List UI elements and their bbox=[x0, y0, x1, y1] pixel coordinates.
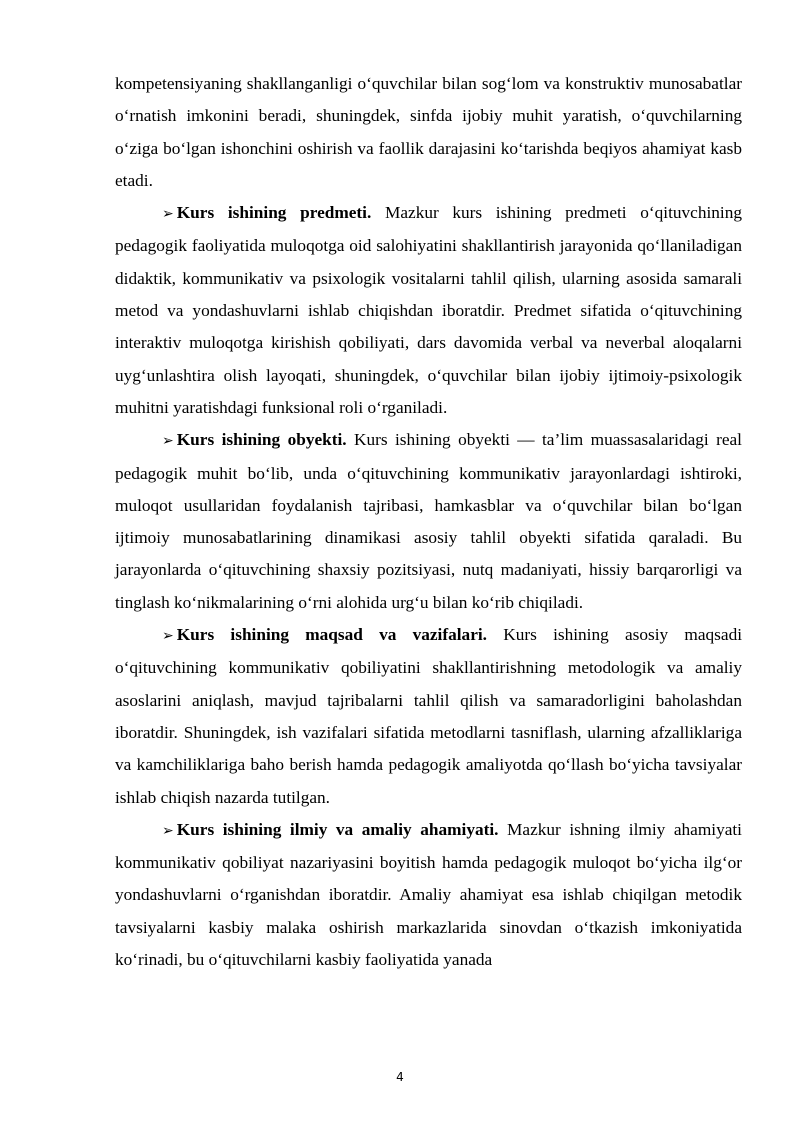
section-heading-significance: Kurs ishining ilmiy va amaliy ahamiyati. bbox=[176, 819, 499, 839]
arrowhead-bullet-icon: ➢ bbox=[162, 206, 174, 223]
section-heading-object: Kurs ishining obyekti. bbox=[176, 430, 347, 450]
arrowhead-bullet-icon: ➢ bbox=[162, 628, 174, 645]
page-number: 4 bbox=[396, 1070, 404, 1084]
section-text-goals: Kurs ishining asosiy maqsadi o‘qituvchining kommunikativ qobiliyatini shakllantirishning metodologik va amaliy asoslarini aniqlash, mavjud tajribalarni tahlil qilish va samaradorligini baholashdan iboratdir. Shuningdek, ish vazifalari sifatida metodlarni tasniflash, ularning afzalliklariga va kamchiliklariga baho berish hamda pedagogik amaliyotda qo‘llash bo‘yicha tavsiyalar ishlab chiqish nazarda tutilgan. bbox=[115, 625, 743, 807]
document-page bbox=[115, 68, 742, 976]
section-text-significance: Mazkur ishning ilmiy ahamiyati kommunikativ qobiliyat nazariyasini boyitish hamda pedagogik muloqot bo‘yicha ilg‘or yondashuvlarni o‘rganishdan iboratdir. Amaliy ahamiyat esa ishlab chiqilgan metodik tavsiyalarni kasbiy malaka oshirish markazlarida sinovdan o‘tkazish imkoniyatida ko‘rinadi, bu o‘qituvchilarni kasbiy faoliyatida yanada bbox=[115, 819, 742, 970]
section-heading-subject: Kurs ishining predmeti. bbox=[176, 203, 372, 223]
section-text-subject: Mazkur kurs ishining predmeti o‘qituvchining pedagogik faoliyatida muloqotga oid salohiyatini shakllantirish jarayonida qo‘llaniladigan didaktik, kommunikativ va psixologik vositalarni tahlil qilish, ularning asosida samarali metod va yondashuvlarni ishlab chiqishdan iboratdir. Predmet sifatida o‘qituvchining interaktiv muloqotga kirishish qobiliyati, dars davomida verbal va neverbal aloqalarni uyg‘unlashtira olish layoqati, shuningdek, o‘quvchilar bilan ijobiy ijtimoiy-psixologik muhitni yaratishdagi funksional roli o‘rganiladi. bbox=[115, 203, 743, 417]
arrowhead-bullet-icon: ➢ bbox=[162, 822, 174, 839]
section-text-object: Kurs ishining obyekti — ta’lim muassasalaridagi real pedagogik muhit bo‘lib, unda o‘qituvchining kommunikativ jarayonlardagi ishtiroki, muloqot usullaridan foydalanish tajribasi, hamkasblar va o‘quvchilar bilan bo‘lgan ijtimoiy munosabatlarining dinamikasi asosiy tahlil obyekti sifatida qaraladi. Bu jarayonlarda o‘qituvchining shaxsiy pozitsiyasi, nutq madaniyati, hissiy barqarorligi va tinglash ko‘nikmalarining o‘rni alohida urg‘u bilan ko‘rib chiqiladi. bbox=[115, 430, 742, 612]
arrowhead-bullet-icon: ➢ bbox=[162, 433, 174, 450]
section-object bbox=[115, 424, 742, 619]
section-significance bbox=[115, 814, 742, 976]
section-subject bbox=[115, 197, 742, 424]
intro-paragraph: kompetensiyaning shakllanganligi o‘quvchilar bilan sog‘lom va konstruktiv munosabatlar o‘rnatish imkonini beradi, shuningdek, sinfda ijobiy muhit yaratish, o‘quvchilarning o‘ziga bo‘lgan ishonchini oshirish va faollik darajasini ko‘tarishda beqiyos ahamiyat kasb etadi. bbox=[115, 74, 742, 190]
section-goals bbox=[115, 619, 742, 814]
section-heading-goals: Kurs ishining maqsad va vazifalari. bbox=[176, 625, 487, 645]
